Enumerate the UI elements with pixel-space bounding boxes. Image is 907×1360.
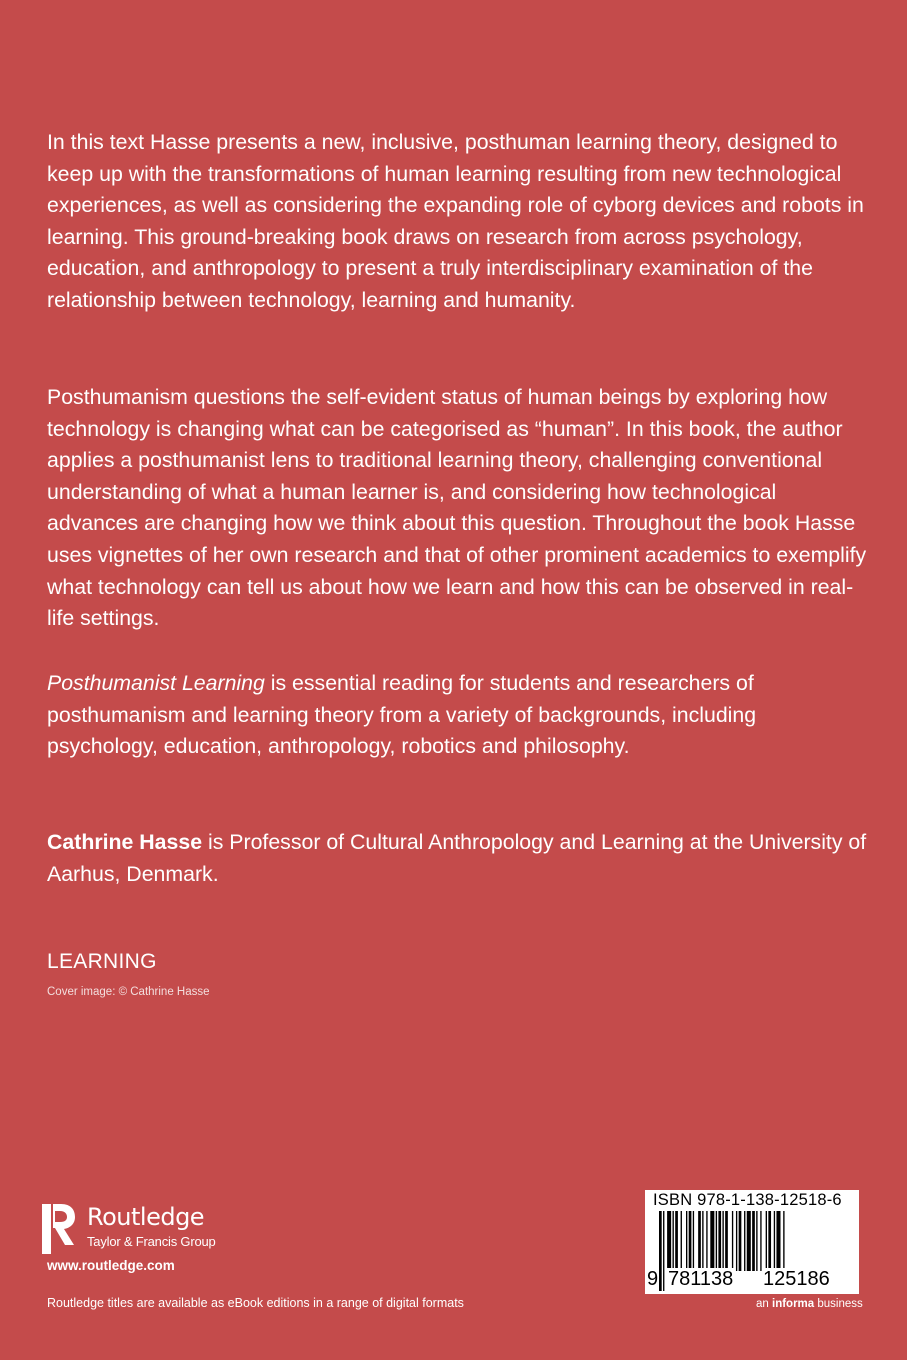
series-label: LEARNING (47, 950, 157, 973)
barcode-bar (689, 1211, 692, 1271)
routledge-logo-icon (41, 1203, 77, 1255)
routledge-logo (41, 1203, 241, 1258)
description-paragraph-3-text: is essential reading for students and researchers of posthumanism and learning theory from a variety of backgrounds, including psychology, education, anthropology, robotics and philosophy. (47, 671, 757, 759)
barcode-digits-right: 125186 (763, 1268, 830, 1290)
ebook-note: Routledge titles are available as eBook editions in a range of digital formats (47, 1296, 464, 1310)
barcode-bar (702, 1211, 703, 1271)
informa-brand: informa (772, 1298, 815, 1310)
description-paragraph-1: In this text Hasse presents a new, inclusive, posthuman learning theory, designed to keep up with the transformations of human learning resulting from new technological experiences, as well as considering the expanding role of cyborg devices and robots in learning. This ground-breaking book draws on research from across psychology, education, and anthropology to present a truly interdisciplinary examination of the relationship between technology, learning and humanity. (47, 130, 864, 312)
barcode-bar (747, 1211, 751, 1271)
barcode-bar (760, 1211, 761, 1271)
barcode-bar (756, 1211, 757, 1271)
author-name: Cathrine Hasse (47, 830, 203, 854)
book-title: Posthumanist Learning (47, 671, 265, 695)
barcode-bar (693, 1211, 694, 1271)
description-paragraph-3 (47, 668, 867, 763)
barcode-bar (739, 1211, 742, 1271)
barcode-bar (725, 1211, 728, 1271)
description-paragraph-2: Posthumanism questions the self-evident status of human beings by exploring how technology is changing what can be categorised as “human”. In this book, the author applies a posthumanist lens to traditional learning theory, challenging conventional understanding of what a human learner is, and considering how technological advances are changing how we think about this question. Throughout the book Hasse uses vignettes of her own research and that of other prominent academics to exemplify what technology can tell us about how we learn and how this can be observed in real-life settings. (47, 385, 867, 631)
barcode-bar (667, 1211, 671, 1271)
informa-note: an informa business (756, 1298, 863, 1310)
barcode-bar (766, 1211, 767, 1271)
author-bio (47, 827, 867, 890)
barcode-digits-left: 781138 (668, 1268, 734, 1290)
publisher-url[interactable]: www.routledge.com (47, 1258, 175, 1273)
author-bio-text: is Professor of Cultural Anthropology and Learning at the University of Aarhus, Denmark. (47, 830, 867, 886)
barcode-bar (716, 1211, 717, 1271)
barcode-first-digit: 9 (647, 1268, 659, 1290)
barcode-bar (681, 1211, 682, 1271)
barcode-label (645, 1190, 859, 1294)
barcode-bar (710, 1211, 714, 1271)
barcode-bar (673, 1211, 674, 1271)
barcode-bar (698, 1211, 701, 1271)
barcode-bar (752, 1211, 755, 1271)
barcode-bar (706, 1211, 707, 1271)
barcode-bar (774, 1211, 775, 1271)
cover-credit: Cover image: © Cathrine Hasse (47, 986, 210, 998)
barcode-bar (732, 1211, 733, 1271)
publisher-name: Routledge (87, 1203, 205, 1231)
barcode-bar (686, 1211, 687, 1271)
publisher-group: Taylor & Francis Group (87, 1234, 216, 1249)
barcode-bar (675, 1211, 678, 1271)
barcode-bar (744, 1211, 745, 1271)
barcode-bar (736, 1211, 737, 1271)
barcode-bar (768, 1211, 771, 1271)
isbn-text: ISBN 978-1-138-12518-6 (653, 1191, 842, 1209)
